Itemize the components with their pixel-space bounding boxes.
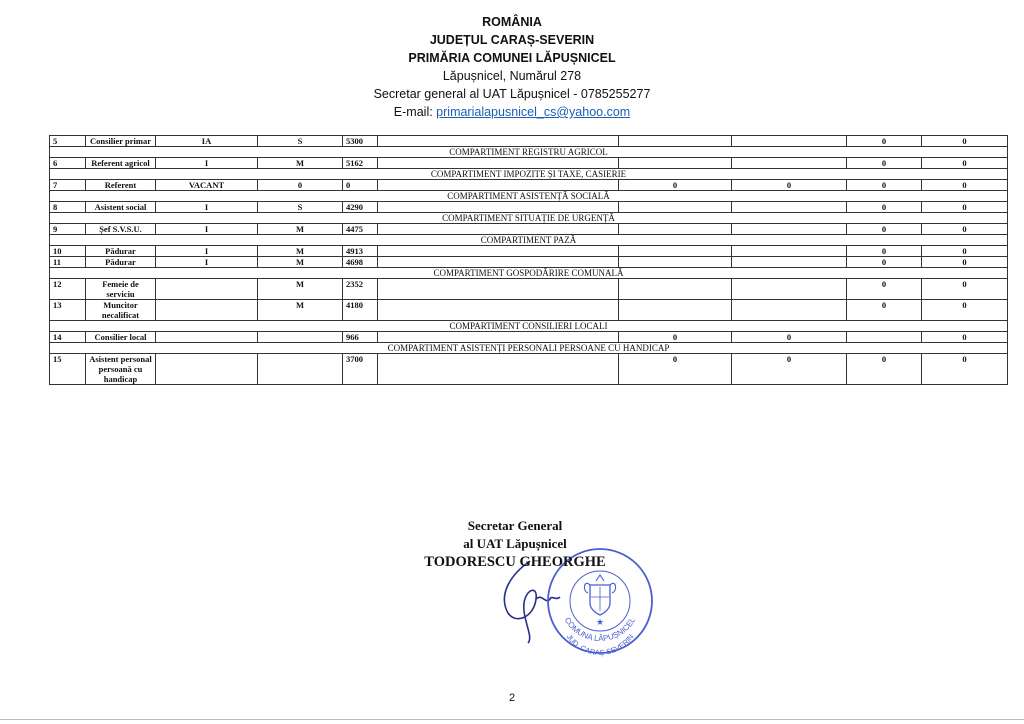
email-link[interactable]: primarialapusnicel_cs@yahoo.com — [436, 105, 631, 119]
cell-studii: S — [258, 202, 343, 213]
cell-c10: 0 — [922, 257, 1008, 268]
cell-func: Consilier local — [86, 332, 156, 343]
staff-table — [49, 135, 1008, 385]
cell-c7: 0 — [619, 332, 732, 343]
cell-nr: 8 — [50, 202, 86, 213]
table-row — [50, 202, 1008, 213]
cell-c7 — [619, 224, 732, 235]
cell-c8: 0 — [732, 354, 847, 385]
signature-block — [380, 517, 650, 571]
cell-c10: 0 — [922, 136, 1008, 147]
cell-func: Referent agricol — [86, 158, 156, 169]
cell-salariu: 4475 — [343, 224, 378, 235]
cell-c10: 0 — [922, 332, 1008, 343]
cell-c6 — [378, 332, 619, 343]
cell-c10: 0 — [922, 354, 1008, 385]
cell-salariu: 2352 — [343, 279, 378, 300]
cell-func: Pădurar — [86, 257, 156, 268]
cell-c6 — [378, 300, 619, 321]
table-row — [50, 246, 1008, 257]
cell-grad — [156, 354, 258, 385]
cell-c10: 0 — [922, 224, 1008, 235]
cell-salariu: 4913 — [343, 246, 378, 257]
cell-c9: 0 — [847, 300, 922, 321]
cell-c6 — [378, 202, 619, 213]
footer-divider — [0, 719, 1024, 720]
table-row — [50, 354, 1008, 385]
cell-studii — [258, 332, 343, 343]
cell-grad: VACANT — [156, 180, 258, 191]
cell-nr: 15 — [50, 354, 86, 385]
document-header — [0, 13, 1024, 121]
cell-c10: 0 — [922, 300, 1008, 321]
section-title: COMPARTIMENT SITUAȚIE DE URGENȚĂ — [50, 213, 1008, 224]
cell-func: Șef S.V.S.U. — [86, 224, 156, 235]
cell-func: Pădurar — [86, 246, 156, 257]
table-row — [50, 257, 1008, 268]
coat-of-arms-icon — [584, 575, 615, 615]
cell-nr: 12 — [50, 279, 86, 300]
cell-c6 — [378, 279, 619, 300]
cell-salariu: 5300 — [343, 136, 378, 147]
section-header-row — [50, 235, 1008, 246]
cell-c7: 0 — [619, 180, 732, 191]
stamp-text-top: COMUNA LĂPUȘNICEL — [562, 615, 638, 644]
cell-c9: 0 — [847, 136, 922, 147]
cell-salariu: 3700 — [343, 354, 378, 385]
cell-c6 — [378, 136, 619, 147]
table-row — [50, 224, 1008, 235]
section-header-row — [50, 169, 1008, 180]
cell-c8 — [732, 224, 847, 235]
section-title: COMPARTIMENT GOSPODĂRIRE COMUNALĂ — [50, 268, 1008, 279]
cell-studii: M — [258, 279, 343, 300]
cell-func: Asistent personal persoană cu handicap — [86, 354, 156, 385]
cell-grad: I — [156, 158, 258, 169]
cell-c7 — [619, 246, 732, 257]
cell-studii: M — [258, 158, 343, 169]
cell-nr: 6 — [50, 158, 86, 169]
cell-nr: 11 — [50, 257, 86, 268]
section-title: COMPARTIMENT ASISTENȚI PERSONALI PERSOANE CU HANDICAP — [50, 343, 1008, 354]
cell-salariu: 0 — [343, 180, 378, 191]
cell-studii: S — [258, 136, 343, 147]
cell-salariu: 966 — [343, 332, 378, 343]
section-title: COMPARTIMENT ASISTENȚĂ SOCIALĂ — [50, 191, 1008, 202]
cell-studii: M — [258, 224, 343, 235]
section-title: COMPARTIMENT CONSILIERI LOCALI — [50, 321, 1008, 332]
cell-c10: 0 — [922, 202, 1008, 213]
cell-nr: 7 — [50, 180, 86, 191]
cell-studii: M — [258, 257, 343, 268]
cell-c9: 0 — [847, 354, 922, 385]
cell-c10: 0 — [922, 180, 1008, 191]
cell-c7: 0 — [619, 354, 732, 385]
cell-salariu: 4290 — [343, 202, 378, 213]
email-label: E-mail: — [393, 105, 437, 119]
country-title: ROMÂNIA — [482, 15, 542, 29]
cell-grad: IA — [156, 136, 258, 147]
cell-nr: 10 — [50, 246, 86, 257]
cell-grad — [156, 300, 258, 321]
cell-c8: 0 — [732, 180, 847, 191]
secretary-contact: Secretar general al UAT Lăpușnicel - 0785255277 — [373, 87, 651, 101]
table-row — [50, 158, 1008, 169]
cell-studii — [258, 354, 343, 385]
cell-c9: 0 — [847, 202, 922, 213]
section-header-row — [50, 343, 1008, 354]
email-line — [0, 103, 1024, 121]
institution-title: PRIMĂRIA COMUNEI LĂPUȘNICEL — [408, 51, 616, 65]
cell-c6 — [378, 257, 619, 268]
cell-c6 — [378, 158, 619, 169]
cell-c9: 0 — [847, 224, 922, 235]
section-title: COMPARTIMENT PAZĂ — [50, 235, 1008, 246]
cell-c7 — [619, 202, 732, 213]
cell-c6 — [378, 354, 619, 385]
cell-c6 — [378, 180, 619, 191]
cell-salariu: 4698 — [343, 257, 378, 268]
cell-salariu: 5162 — [343, 158, 378, 169]
cell-c10: 0 — [922, 279, 1008, 300]
cell-c8 — [732, 257, 847, 268]
cell-grad: I — [156, 246, 258, 257]
table-row — [50, 279, 1008, 300]
page-number: 2 — [508, 692, 516, 704]
cell-c6 — [378, 224, 619, 235]
cell-c7 — [619, 300, 732, 321]
cell-nr: 5 — [50, 136, 86, 147]
section-header-row — [50, 147, 1008, 158]
cell-c9: 0 — [847, 257, 922, 268]
cell-salariu: 4180 — [343, 300, 378, 321]
cell-grad — [156, 332, 258, 343]
cell-grad — [156, 279, 258, 300]
stamp-star-icon: ★ — [595, 617, 605, 627]
table-row — [50, 332, 1008, 343]
table-row — [50, 136, 1008, 147]
stamp-text-bottom: JUD. CARAȘ-SEVERIN — [564, 632, 636, 657]
cell-grad: I — [156, 202, 258, 213]
cell-nr: 13 — [50, 300, 86, 321]
cell-func: Femeie de serviciu — [86, 279, 156, 300]
cell-c8: 0 — [732, 332, 847, 343]
cell-c9: 0 — [847, 246, 922, 257]
cell-func: Referent — [86, 180, 156, 191]
cell-func: Asistent social — [86, 202, 156, 213]
table-row — [50, 180, 1008, 191]
table-row — [50, 300, 1008, 321]
cell-c9 — [847, 332, 922, 343]
cell-c9: 0 — [847, 180, 922, 191]
cell-c7 — [619, 279, 732, 300]
section-header-row — [50, 213, 1008, 224]
section-header-row — [50, 321, 1008, 332]
section-header-row — [50, 268, 1008, 279]
cell-func: Muncitor necalificat — [86, 300, 156, 321]
cell-c10: 0 — [922, 246, 1008, 257]
cell-c9: 0 — [847, 158, 922, 169]
cell-c8 — [732, 300, 847, 321]
cell-c8 — [732, 158, 847, 169]
cell-c7 — [619, 158, 732, 169]
cell-grad: I — [156, 257, 258, 268]
cell-c10: 0 — [922, 158, 1008, 169]
cell-studii: M — [258, 246, 343, 257]
cell-nr: 9 — [50, 224, 86, 235]
cell-c8 — [732, 202, 847, 213]
cell-studii: M — [258, 300, 343, 321]
cell-c7 — [619, 136, 732, 147]
cell-c8 — [732, 246, 847, 257]
signature-role: Secretar General — [467, 518, 563, 533]
cell-nr: 14 — [50, 332, 86, 343]
section-header-row — [50, 191, 1008, 202]
section-title: COMPARTIMENT REGISTRU AGRICOL — [50, 147, 1008, 158]
signatory-name: TODORESCU GHEORGHE — [424, 554, 606, 570]
cell-c9: 0 — [847, 279, 922, 300]
cell-c6 — [378, 246, 619, 257]
cell-studii: 0 — [258, 180, 343, 191]
cell-c8 — [732, 136, 847, 147]
cell-c8 — [732, 279, 847, 300]
section-title: COMPARTIMENT IMPOZITE ȘI TAXE, CASIERIE — [50, 169, 1008, 180]
address-line: Lăpușnicel, Numărul 278 — [442, 69, 582, 83]
county-title: JUDEȚUL CARAȘ-SEVERIN — [429, 33, 595, 47]
cell-grad: I — [156, 224, 258, 235]
cell-func: Consilier primar — [86, 136, 156, 147]
cell-c7 — [619, 257, 732, 268]
signature-institution: al UAT Lăpușnicel — [463, 536, 567, 551]
